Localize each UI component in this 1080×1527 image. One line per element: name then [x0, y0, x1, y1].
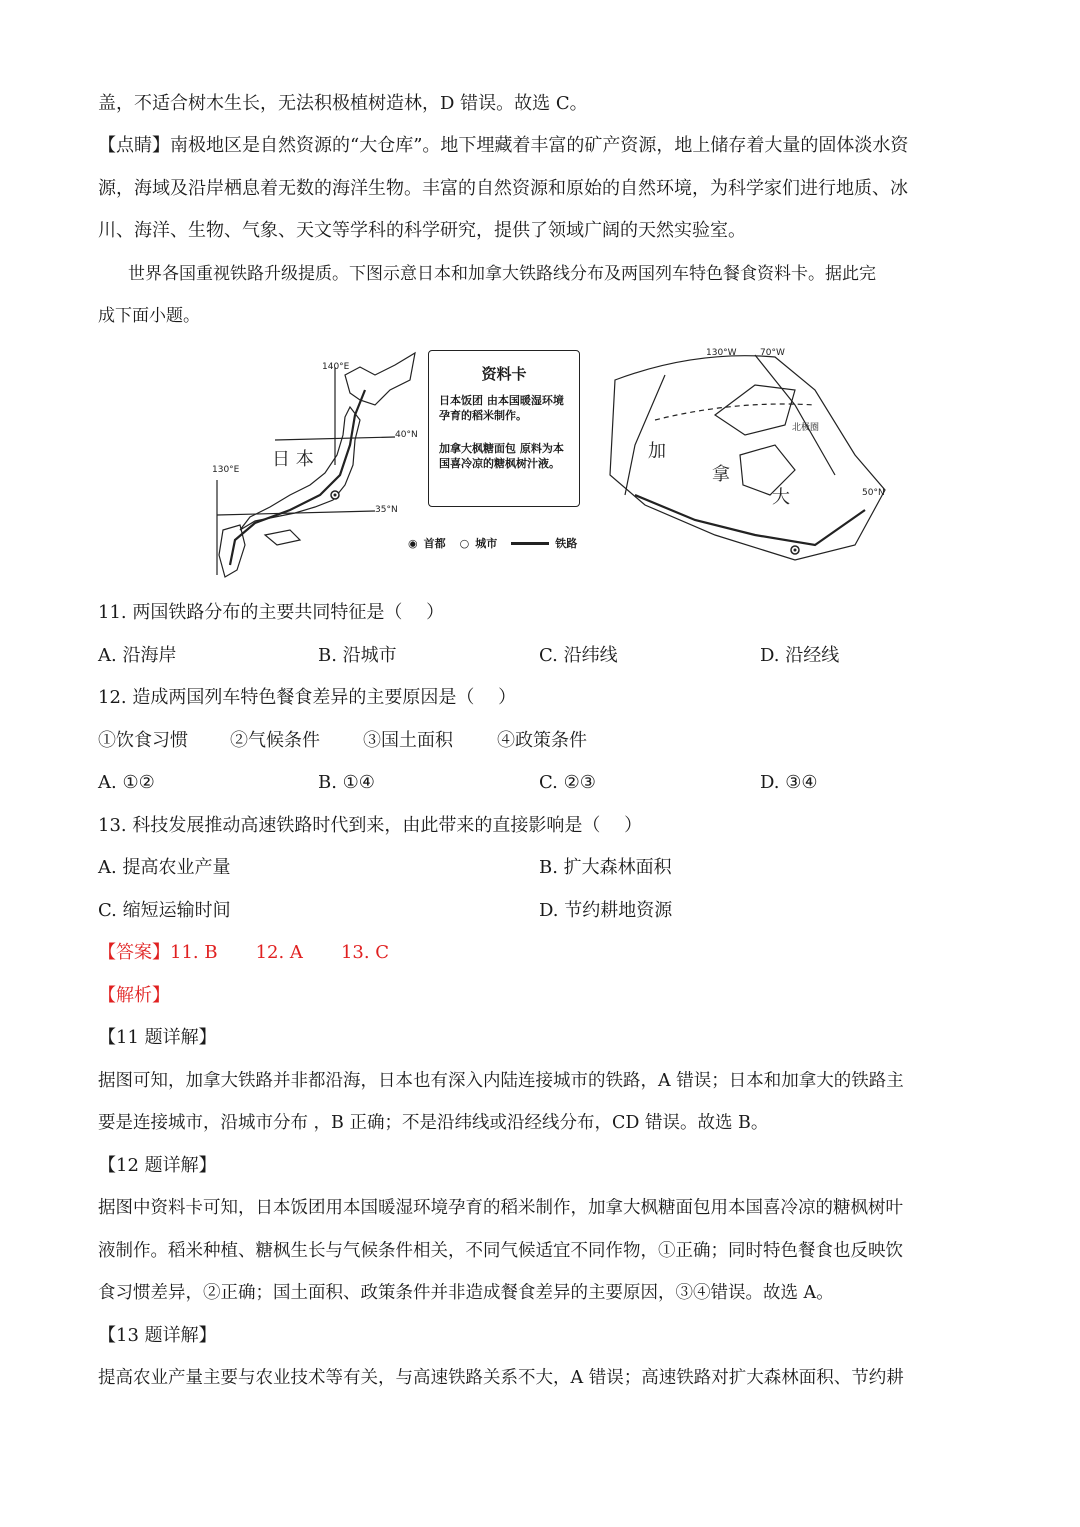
- arctic-circle-label: 北极圈: [792, 423, 820, 433]
- lon-140e-label: 140°E: [322, 362, 350, 372]
- q11-option-d: D. 沿经线: [760, 645, 840, 666]
- lon-130w-label: 130°W: [706, 348, 737, 358]
- analysis-label: 【解析】: [98, 985, 170, 1006]
- q13-detail-heading: 【13 题详解】: [98, 1325, 217, 1346]
- intro-paragraph-line: 世界各国重视铁路升级提质。下图示意日本和加拿大铁路线分布及两国列车特色餐食资料卡。据此完: [128, 264, 876, 284]
- lon-70w-label: 70°W: [760, 348, 785, 358]
- paragraph-line: 川、海洋、生物、气象、天文等学科的科学研究，提供了领域广阔的天然实验室。: [98, 220, 746, 241]
- q11-option-a: A. 沿海岸: [98, 645, 177, 666]
- japan-label: 日 本: [272, 449, 314, 470]
- lat-40n-label: 40°N: [395, 430, 418, 440]
- q11-detail-heading: 【11 题详解】: [98, 1027, 217, 1048]
- answer-label: 【答案】: [98, 942, 170, 963]
- question-12-stem: 12. 造成两国列车特色餐食差异的主要原因是（ ）: [98, 687, 517, 708]
- q13-option-b: B. 扩大森林面积: [539, 857, 672, 878]
- city-symbol-icon: ○: [459, 536, 470, 550]
- answer-13: 13. C: [340, 942, 390, 963]
- q12-detail-text: 液制作。稻米种植、糖枫生长与气候条件相关，不同气候适宜不同作物，①正确；同时特色餐食也反映饮: [98, 1241, 903, 1261]
- q13-detail-text: 提高农业产量主要与农业技术等有关，与高速铁路关系不大，A 错误；高速铁路对扩大森林面积、节约耕: [98, 1368, 904, 1388]
- legend-rail-label: 铁路: [555, 537, 578, 550]
- lat-50n-label: 50°N: [862, 488, 885, 498]
- q13-option-a: A. 提高农业产量: [98, 857, 231, 878]
- lat-35n-label: 35°N: [375, 505, 398, 515]
- question-13-stem: 13. 科技发展推动高速铁路时代到来，由此带来的直接影响是（ ）: [98, 815, 643, 836]
- q12-option-b: B. ①④: [318, 772, 375, 793]
- q11-option-c: C. 沿纬线: [539, 645, 618, 666]
- legend-capital-label: 首都: [423, 537, 446, 550]
- q12-detail-heading: 【12 题详解】: [98, 1155, 217, 1176]
- answer-12: 12. A: [255, 942, 303, 963]
- data-card: [428, 350, 580, 507]
- answer-11: 11. B: [170, 942, 218, 963]
- q11-option-b: B. 沿城市: [318, 645, 397, 666]
- q12-detail-text: 食习惯差异，②正确；国土面积、政策条件并非造成餐食差异的主要原因，③④错误。故选 A。: [98, 1283, 834, 1303]
- canada-label-2: 拿: [712, 464, 730, 485]
- question-11-stem: 11. 两国铁路分布的主要共同特征是（ ）: [98, 602, 445, 623]
- data-card-japan-text: 日本饭团 由本国暖湿环境孕育的稻米制作。: [439, 394, 564, 422]
- q12-item-4: ④政策条件: [497, 730, 587, 751]
- canada-label-1: 加: [648, 441, 666, 462]
- q12-detail-text: 据图中资料卡可知，日本饭团用本国暖湿环境孕育的稻米制作，加拿大枫糖面包用本国喜冷凉的糖枫树叶: [98, 1198, 903, 1218]
- legend-city-label: 城市: [475, 537, 498, 550]
- q12-option-c: C. ②③: [539, 772, 596, 793]
- capital-symbol-icon: ◉: [408, 536, 418, 550]
- paragraph-line: 盖，不适合树木生长，无法积极植树造林，D 错误。故选 C。: [98, 93, 588, 114]
- q12-item-3: ③国土面积: [363, 730, 453, 751]
- q13-option-c: C. 缩短运输时间: [98, 900, 231, 921]
- q12-item-1: ①饮食习惯: [98, 730, 188, 751]
- q12-option-a: A. ①②: [98, 772, 155, 793]
- q11-detail-text: 要是连接城市，沿城市分布 ，B 正确；不是沿纬线或沿经线分布，CD 错误。故选 B。: [98, 1113, 769, 1133]
- railway-symbol-icon: [511, 542, 549, 545]
- data-card-title: 资料卡: [481, 365, 527, 383]
- q13-option-d: D. 节约耕地资源: [539, 900, 673, 921]
- intro-paragraph-line: 成下面小题。: [98, 306, 200, 326]
- canada-label-3: 大: [772, 487, 790, 508]
- map-legend: [408, 535, 577, 551]
- q11-detail-text: 据图可知，加拿大铁路并非都沿海，日本也有深入内陆连接城市的铁路，A 错误；日本和加拿大的铁路主: [98, 1071, 904, 1091]
- answer-line: [98, 941, 389, 965]
- data-card-canada-text: 加拿大枫糖面包 原料为本国喜冷凉的糖枫树汁液。: [439, 442, 564, 470]
- paragraph-line: 源，海域及沿岸栖息着无数的海洋生物。丰富的自然资源和原始的自然环境，为科学家们进行地质、冰: [98, 178, 908, 199]
- q12-option-d: D. ③④: [760, 772, 818, 793]
- tip-paragraph-line: 【点睛】南极地区是自然资源的“大仓库”。地下埋藏着丰富的矿产资源，地上储存着大量的固体淡水资: [98, 135, 909, 156]
- lon-130e-label: 130°E: [212, 465, 240, 475]
- q12-item-2: ②气候条件: [230, 730, 320, 751]
- japan-map: [217, 353, 415, 577]
